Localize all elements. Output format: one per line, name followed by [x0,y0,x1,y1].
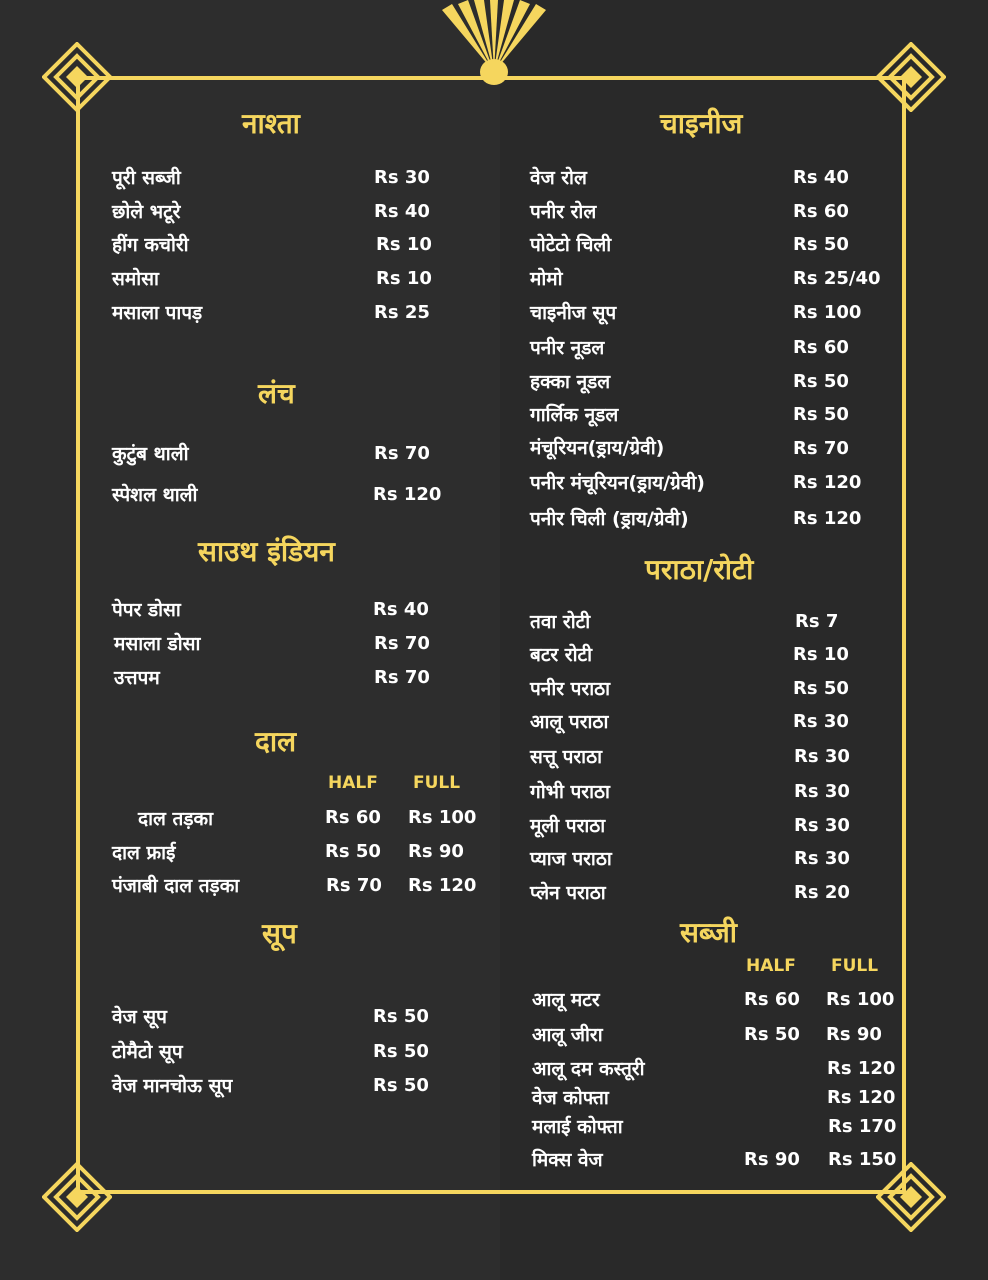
menu-item-name: बटर रोटी [530,644,592,666]
section-title-lunch: लंच [258,377,295,410]
menu-item-name: पूरी सब्जी [112,167,181,189]
menu-item-price: Rs 120 [793,508,862,529]
menu-item-name: गोभी पराठा [530,781,610,803]
menu-item-name: मंचूरियन(ड्राय/ग्रेवी) [530,437,665,459]
menu-item-price: Rs 40 [374,201,430,222]
menu-item-name: स्पेशल थाली [112,484,198,506]
menu-item-name: वेज कोफ्ता [532,1087,609,1109]
menu-item-name: वेज मानचोऊ सूप [112,1075,233,1097]
menu-item-price: Rs 7 [795,611,839,632]
corner-diamond-icon [876,1162,946,1232]
menu-item-name: आलू मटर [532,989,600,1011]
menu-item-price: Rs 60 [793,201,849,222]
corner-diamond-icon [42,1162,112,1232]
menu-item-price: Rs 50 [373,1006,429,1027]
menu-item-price: Rs 25 [374,302,430,323]
menu-item-name: कुटुंब थाली [112,443,189,465]
menu-item-name: पोटेटो चिली [530,234,612,256]
menu-item-price: Rs 60 [793,337,849,358]
menu-item-name: मूली पराठा [530,815,606,837]
menu-item-name: चाइनीज सूप [530,302,617,324]
menu-item-price: Rs 30 [794,815,850,836]
menu-item-name: पेपर डोसा [112,599,181,621]
menu-item-full-price: Rs 90 [408,841,464,862]
half-column-header: HALF [746,956,796,976]
section-title-nashta: नाश्ता [242,107,300,140]
menu-item-price: Rs 70 [793,438,849,459]
menu-item-price: Rs 100 [793,302,862,323]
menu-item-name: गार्लिक नूडल [530,404,619,426]
menu-item-name: पनीर रोल [530,201,597,223]
menu-item-half-price: Rs 60 [325,807,381,828]
menu-item-name: पनीर मंचूरियन(ड्राय/ग्रेवी) [530,472,705,494]
full-column-header: FULL [831,956,879,976]
menu-item-name: पनीर पराठा [530,678,611,700]
menu-item-price: Rs 25/40 [793,268,881,289]
menu-item-name: आलू जीरा [532,1024,603,1046]
menu-item-price: Rs 10 [793,644,849,665]
menu-item-name: दाल फ्राई [112,842,176,864]
menu-item-name: पनीर चिली (ड्राय/ग्रेवी) [530,508,689,530]
menu-item-full-price: Rs 90 [826,1024,882,1045]
menu-item-full-price: Rs 150 [828,1149,897,1170]
menu-item-name: सत्तू पराठा [530,746,603,768]
menu-item-price: Rs 120 [793,472,862,493]
menu-item-price: Rs 50 [793,371,849,392]
menu-item-name: आलू पराठा [530,711,609,733]
menu-item-price: Rs 30 [793,711,849,732]
menu-item-name: समोसा [112,268,159,290]
menu-item-half-price: Rs 60 [744,989,800,1010]
menu-item-price: Rs 70 [374,443,430,464]
menu-item-half-price: Rs 70 [326,875,382,896]
menu-item-name: हक्का नूडल [530,371,611,393]
menu-item-half-price: Rs 90 [744,1149,800,1170]
menu-item-name: वेज रोल [530,167,587,189]
menu-item-price: Rs 50 [793,234,849,255]
menu-item-name: आलू दम कस्तूरी [532,1058,645,1080]
menu-item-full-price: Rs 120 [408,875,477,896]
menu-item-name: वेज सूप [112,1006,167,1028]
menu-item-half-price: Rs 50 [744,1024,800,1045]
menu-item-price: Rs 50 [373,1075,429,1096]
section-title-dal: दाल [255,725,297,758]
corner-diamond-icon [42,42,112,112]
menu-item-name: मसाला डोसा [114,633,201,655]
menu-item-price: Rs 70 [374,633,430,654]
menu-item-name: हींग कचोरी [112,234,189,256]
menu-item-name: मलाई कोफ्ता [532,1116,623,1138]
menu-item-price: Rs 30 [794,848,850,869]
section-title-paratha-roti: पराठा/रोटी [645,553,754,586]
menu-item-full-price: Rs 120 [827,1087,896,1108]
menu-item-price: Rs 40 [793,167,849,188]
section-title-soup: सूप [262,917,297,950]
menu-item-name: तवा रोटी [530,611,591,633]
menu-item-full-price: Rs 100 [826,989,895,1010]
menu-item-name: पनीर नूडल [530,337,605,359]
menu-item-name: छोले भटूरे [112,201,181,223]
menu-item-price: Rs 20 [794,882,850,903]
section-title-chinese: चाइनीज [660,107,743,140]
menu-item-full-price: Rs 100 [408,807,477,828]
menu-item-price: Rs 50 [373,1041,429,1062]
menu-item-name: पंजाबी दाल तड़का [112,875,240,897]
menu-item-price: Rs 30 [794,781,850,802]
menu-item-price: Rs 50 [793,404,849,425]
menu-item-half-price: Rs 50 [325,841,381,862]
menu-item-name: दाल तड़का [138,808,214,830]
menu-item-price: Rs 10 [376,268,432,289]
menu-item-name: टोमैटो सूप [112,1041,183,1063]
full-column-header: FULL [413,773,461,793]
menu-item-price: Rs 40 [373,599,429,620]
menu-item-price: Rs 70 [374,667,430,688]
corner-diamond-icon [876,42,946,112]
fan-ornament-icon [436,0,552,88]
half-column-header: HALF [328,773,378,793]
section-title-south-indian: साउथ इंडियन [198,535,335,568]
menu-item-name: उत्तपम [114,667,160,689]
menu-item-name: प्याज पराठा [530,848,612,870]
menu-item-name: मोमो [530,268,563,290]
menu-item-price: Rs 120 [373,484,442,505]
menu-item-price: Rs 50 [793,678,849,699]
menu-item-full-price: Rs 170 [828,1116,897,1137]
menu-item-name: प्लेन पराठा [530,882,606,904]
menu-item-name: मिक्स वेज [532,1149,603,1171]
menu-item-full-price: Rs 120 [827,1058,896,1079]
section-title-sabji: सब्जी [680,916,738,949]
menu-item-price: Rs 30 [794,746,850,767]
menu-item-name: मसाला पापड़ [112,302,203,324]
menu-item-price: Rs 30 [374,167,430,188]
menu-item-price: Rs 10 [376,234,432,255]
